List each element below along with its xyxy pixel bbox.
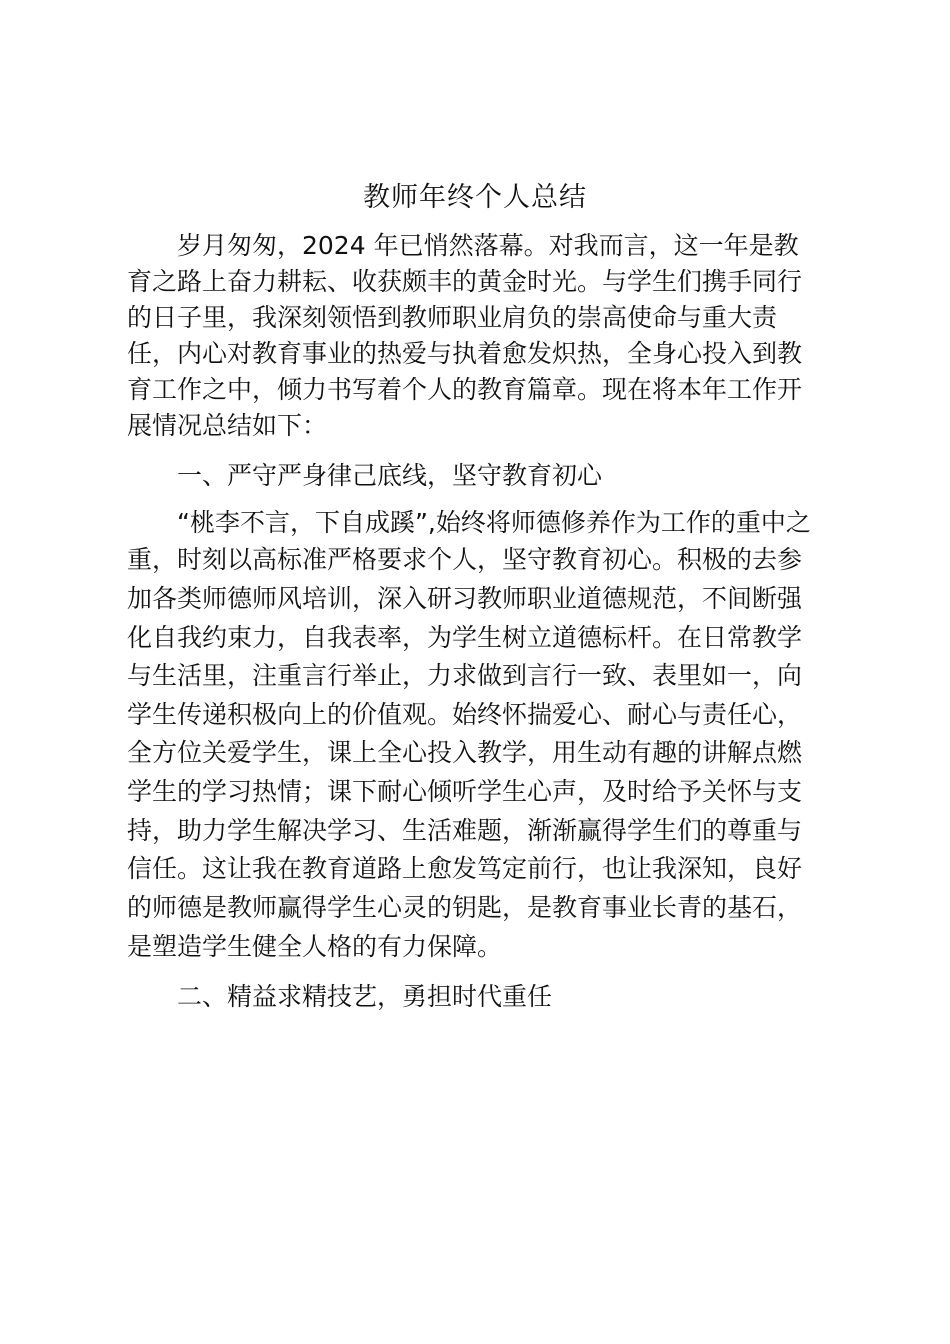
intro-line-4: 任，内心对教育事业的热爱与执着愈发炽热，全身心投入到教 [127, 339, 803, 368]
section2-heading: 二、精益求精技艺，勇担时代重任 [177, 982, 553, 1011]
section1-line-12: 是塑造学生健全人格的有力保障。 [127, 932, 503, 961]
section1-heading: 一、严守严身律己底线，坚守教育初心 [177, 461, 603, 490]
intro-line-1: 岁月匆匆，2024 年已悄然落幕。对我而言，这一年是教 [177, 231, 799, 260]
section1-line-11: 的师德是教师赢得学生心灵的钥匙，是教育事业长青的基石， [127, 893, 803, 922]
section1-line-7: 全方位关爱学生，课上全心投入教学，用生动有趣的讲解点燃 [127, 738, 803, 767]
section1-line-6: 学生传递积极向上的价值观。始终怀揣爱心、耐心与责任心， [127, 700, 803, 729]
intro-line-2: 育之路上奋力耕耘、收获颇丰的黄金时光。与学生们携手同行 [127, 267, 803, 296]
intro-line-3: 的日子里，我深刻领悟到教师职业肩负的崇高使命与重大责 [127, 303, 778, 332]
intro-line-6: 展情况总结如下： [127, 411, 328, 440]
intro-line-5: 育工作之中，倾力书写着个人的教育篇章。现在将本年工作开 [127, 375, 803, 404]
section1-line-4: 化自我约束力，自我表率，为学生树立道德标杆。在日常教学 [127, 623, 803, 652]
section1-line-5: 与生活里，注重言行举止，力求做到言行一致、表里如一，向 [127, 661, 803, 690]
section1-line-10: 信任。这让我在教育道路上愈发笃定前行，也让我深知，良好 [127, 854, 803, 883]
section1-line-2: 重，时刻以高标准严格要求个人，坚守教育初心。积极的去参 [127, 545, 803, 574]
section1-line-8: 学生的学习热情；课下耐心倾听学生心声，及时给予关怀与支 [127, 777, 803, 806]
document-title: 教师年终个人总结 [363, 182, 587, 213]
section1-line-3: 加各类师德师风培训，深入研习教师职业道德规范，不间断强 [127, 584, 803, 613]
section1-line-1: “桃李不言，下自成蹊”,始终将师德修养作为工作的重中之 [177, 508, 811, 537]
section1-line-9: 持，助力学生解决学习、生活难题，渐渐赢得学生们的尊重与 [127, 816, 803, 845]
